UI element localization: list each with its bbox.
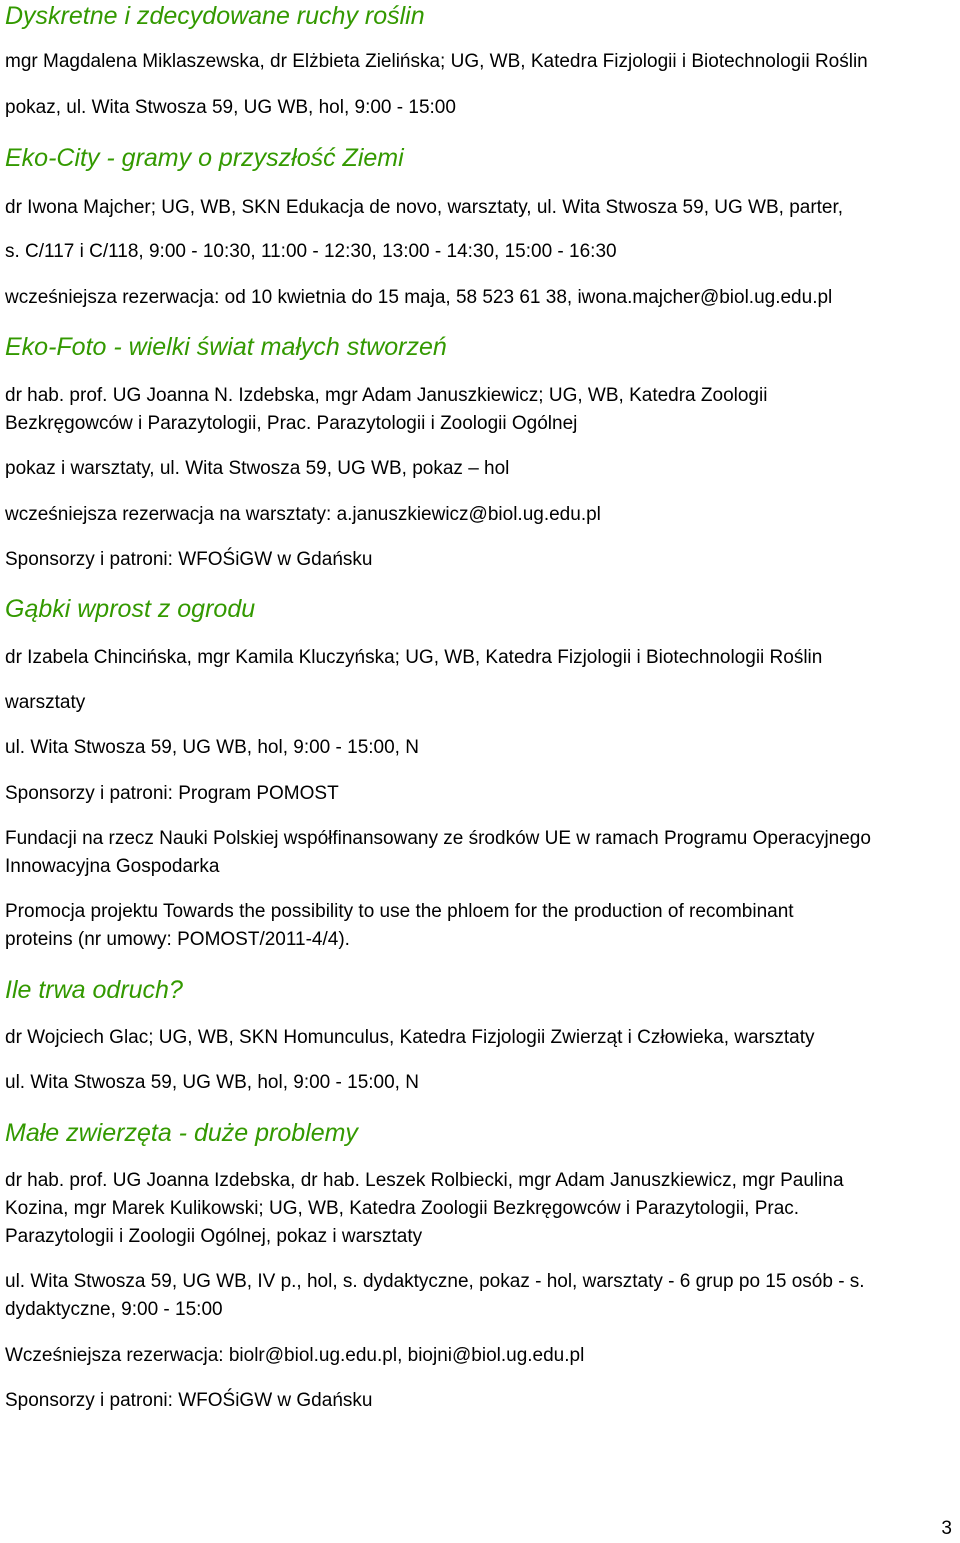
text-line: dr Izabela Chincińska, mgr Kamila Kluczyńska; UG, WB, Katedra Fizjologii i Biotechnologii Roślin	[5, 647, 823, 668]
text-line: Sponsorzy i patroni: Program POMOST	[5, 783, 339, 804]
text-line: dr Iwona Majcher; UG, WB, SKN Edukacja de novo, warsztaty, ul. Wita Stwosza 59, UG WB, parter,	[5, 197, 844, 218]
text-line: ul. Wita Stwosza 59, UG WB, hol, 9:00 - 15:00, N	[5, 1072, 419, 1093]
text-line: ul. Wita Stwosza 59, UG WB, hol, 9:00 - 15:00, N	[5, 737, 419, 758]
text-line: dr hab. prof. UG Joanna N. Izdebska, mgr Adam Januszkiewicz; UG, WB, Katedra Zoologii	[5, 385, 768, 406]
text-line: Sponsorzy i patroni: WFOŚiGW w Gdańsku	[5, 549, 373, 570]
text-line: Kozina, mgr Marek Kulikowski; UG, WB, Katedra Zoologii Bezkręgowców i Parazytologii, Prac.	[5, 1198, 800, 1219]
text-line: proteins (nr umowy: POMOST/2011-4/4).	[5, 929, 350, 950]
text-line: ul. Wita Stwosza 59, UG WB, IV p., hol, s. dydaktyczne, pokaz - hol, warsztaty - 6 grup po 15 osób - s.	[5, 1271, 865, 1292]
section-title: Gąbki wprost z ogrodu	[5, 595, 256, 623]
section-title: Małe zwierzęta - duże problemy	[5, 1119, 358, 1147]
section-title: Eko-City - gramy o przyszłość Ziemi	[5, 144, 404, 172]
section-title: Eko-Foto - wielki świat małych stworzeń	[5, 333, 447, 361]
section-title: Ile trwa odruch?	[5, 976, 183, 1004]
text-line: dr Wojciech Glac; UG, WB, SKN Homunculus, Katedra Fizjologii Zwierząt i Człowieka, warsztaty	[5, 1027, 815, 1048]
text-line: warsztaty	[5, 692, 86, 713]
text-line: dr hab. prof. UG Joanna Izdebska, dr hab. Leszek Rolbiecki, mgr Adam Januszkiewicz, mgr Paulina	[5, 1170, 844, 1191]
text-line: mgr Magdalena Miklaszewska, dr Elżbieta Zielińska; UG, WB, Katedra Fizjologii i Biotechnologii Roślin	[5, 51, 868, 72]
text-line: Parazytologii i Zoologii Ogólnej, pokaz i warsztaty	[5, 1226, 423, 1247]
section-title: Dyskretne i zdecydowane ruchy roślin	[5, 2, 425, 30]
text-line: Innowacyjna Gospodarka	[5, 856, 220, 877]
text-line: Promocja projektu Towards the possibility to use the phloem for the production of recombinant	[5, 901, 794, 922]
text-line: pokaz i warsztaty, ul. Wita Stwosza 59, UG WB, pokaz – hol	[5, 458, 510, 479]
text-line: wcześniejsza rezerwacja: od 10 kwietnia do 15 maja, 58 523 61 38, iwona.majcher@biol.ug.edu.pl	[5, 287, 833, 308]
text-line: pokaz, ul. Wita Stwosza 59, UG WB, hol, 9:00 - 15:00	[5, 97, 456, 118]
text-line: Bezkręgowców i Parazytologii, Prac. Parazytologii i Zoologii Ogólnej	[5, 413, 578, 434]
text-line: Wcześniejsza rezerwacja: biolr@biol.ug.edu.pl, biojni@biol.ug.edu.pl	[5, 1345, 585, 1366]
text-line: s. C/117 i C/118, 9:00 - 10:30, 11:00 - 12:30, 13:00 - 14:30, 15:00 - 16:30	[5, 241, 617, 262]
text-line: Fundacji na rzecz Nauki Polskiej współfinansowany ze środków UE w ramach Programu Operacyjnego	[5, 828, 871, 849]
text-line: dydaktyczne, 9:00 - 15:00	[5, 1299, 223, 1320]
text-line: Sponsorzy i patroni: WFOŚiGW w Gdańsku	[5, 1390, 373, 1411]
page-number: 3	[941, 1518, 952, 1539]
text-line: wcześniejsza rezerwacja na warsztaty: a.januszkiewicz@biol.ug.edu.pl	[5, 504, 601, 525]
